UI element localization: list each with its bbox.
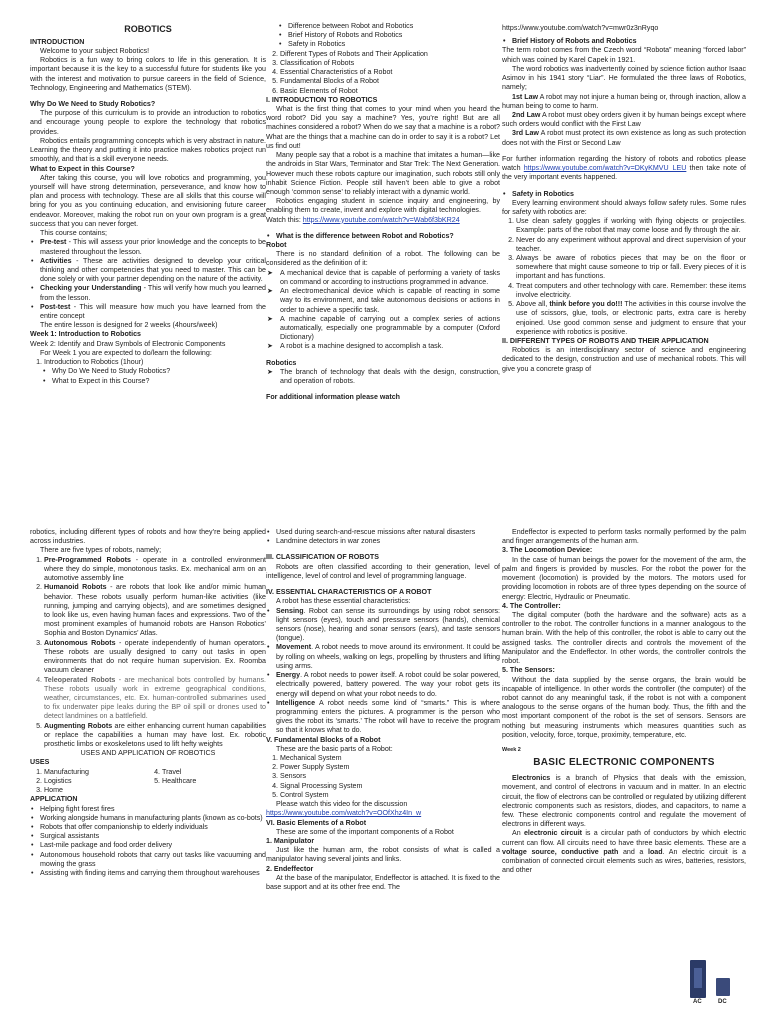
history-video-link[interactable]: https://www.youtube.com/watch?v=DKyKMVU_LEU bbox=[523, 164, 687, 173]
list-item: • Assisting with finding items and carrying them throughout warehouses bbox=[30, 869, 266, 878]
diff-heading-list bbox=[266, 232, 500, 241]
list-item: 5. Healthcare bbox=[162, 777, 266, 786]
paragraph: What is the first thing that comes to your mind when you heard the word robot? Did you say a machine? Yes, you’re right! But are all machines considered a robot? When do we say that a machine is a robot? What are the things that a machine can do in order to say it is a robot? Let us find out! bbox=[266, 104, 500, 150]
lesson-duration: The entire lesson is designed for 2 weeks (4hours/week) bbox=[40, 321, 218, 330]
robotics-heading: Robotics bbox=[266, 358, 297, 367]
list-item: • Difference between Robot and Robotics bbox=[266, 22, 500, 31]
dc-battery-icon bbox=[716, 978, 730, 996]
section-heading: IV. ESSENTIAL CHARACTERISTICS OF A ROBOT bbox=[266, 588, 432, 597]
sub-heading: • Safety in Robotics bbox=[502, 190, 746, 199]
list-item: 1. Manufacturing bbox=[44, 768, 148, 777]
week1-sublist-continued bbox=[266, 22, 500, 50]
section-heading: V. Fundamental Blocks of a Robot bbox=[266, 735, 381, 744]
list-item: • Brief History of Robots and Robotics bbox=[266, 31, 500, 40]
list-item: 1. Introduction to Robotics (1hour) bbox=[44, 358, 266, 367]
list-item: 5. Fundamental Blocks of a Robot bbox=[280, 77, 500, 86]
list-item: • Intelligence A robot needs some kind of “smarts.” This is where programming enters the pictures. A programmer is the person who gives the robot its ‘smarts.’ The robot will have to receive the program so that it knows what to do. bbox=[266, 699, 500, 736]
week1-expectation: For Week 1 you are expected to do/learn the following: bbox=[40, 348, 212, 357]
video-link-url[interactable]: https://www.youtube.com/watch?v=mwr0z3nRyqo bbox=[502, 24, 659, 32]
course-contents-list bbox=[30, 238, 266, 321]
paragraph: At the base of the manipulator, Endeffector is attached. It is fixed to the base support and at its other free end. The bbox=[266, 873, 500, 892]
law-1: 1st Law A robot may not injure a human being or, through inaction, allow a human being to come to harm. bbox=[502, 92, 746, 110]
dc-label: DC bbox=[718, 999, 727, 1005]
list-item: • Activities - These are activities designed to develop your critical thinking and other competencies that you need to master. This can be done solely or with your partner depending on the nature of the activity. bbox=[30, 257, 266, 285]
list-item: 2. Never do any experiment without approval and direct supervision of your teacher. bbox=[516, 236, 746, 254]
further-info: For further information regarding the history of robots and robotics please watch https://www.youtube.com/watch?v=DKyKMVU_LEU then take note of the very important events happened. bbox=[502, 154, 746, 182]
section-heading: I. INTRODUCTION TO ROBOTICS bbox=[266, 95, 378, 104]
uses-list-right bbox=[148, 768, 266, 796]
list-item: 3. Classification of Robots bbox=[280, 59, 500, 68]
top-right-column bbox=[502, 24, 746, 464]
video-link[interactable]: https://www.youtube.com/watch?v=Wab6f3bKR24 bbox=[302, 215, 460, 224]
element-heading: 3. The Locomotion Device: bbox=[502, 546, 593, 555]
list-item: 1. Pre-Programmed Robots - operate in a controlled environment where they do simple, monotonous tasks. Ex. mechanical arm on an automotive assembly line bbox=[44, 556, 266, 584]
safety-rules bbox=[502, 217, 746, 337]
paragraph: The digital computer (both the hardware and the software) acts as a controller to the robot. The controller functions in a manner analogous to the human brain. With the help of this controller, the robot is able to carry out the assigned tasks. The controller directs and controls the movement of the Manipulator and the Endeffector. In other words, the controller controls the robot. bbox=[502, 610, 746, 666]
section-heading: III. CLASSIFICATION OF ROBOTS bbox=[266, 553, 379, 562]
paragraph: Electronics is a branch of Physics that deals with the emission, movement, and control of electrons in vacuum and in matter. In an electric circuit, the flow of electrons can be controlled or regulated by utilizing different electronic components such as resistors, diodes, and capacitors, to name a few. These electronic components control and regulate the movement of electrons in different ways. bbox=[502, 774, 746, 829]
list-item: • Surgical assistants bbox=[30, 832, 266, 841]
paragraph: The word robotics was inadvertently coined by science fiction author Isaac Asimov in his 1941 story “Liar”. He formulated the three laws of Robotics, namely; bbox=[502, 64, 746, 92]
section-title: BASIC ELECTRONIC COMPONENTS bbox=[533, 757, 715, 769]
list-item: 5. Control System bbox=[280, 791, 500, 800]
top-left-column bbox=[30, 24, 266, 464]
list-item: 1. Mechanical System bbox=[280, 754, 500, 763]
intro-paragraph: Robotics is a fun way to bring colors to life in this generation. It is important because it is the key to a successful future for students like you with the interest and motivation to pursue careers in the field of Science, Technology, Engineering and Mathematics (STEM). bbox=[30, 56, 266, 92]
list-item: ➤ The branch of technology that deals with the design, construction, and operation of robots. bbox=[266, 368, 500, 386]
watch-line: Watch this: https://www.youtube.com/watch?v=Wab6f3bKR24 bbox=[266, 215, 460, 224]
intro-heading: INTRODUCTION bbox=[30, 37, 85, 46]
paragraph: Robotics is an interdisciplinary sector of science and engineering dedicated to the design, construction and use of mechanical robots. This will give you a concrete grasp of bbox=[502, 346, 746, 373]
paragraph: An electronic circuit is a circular path of conductors by which electric current can flow. All circuits need to have three basic elements. These are a voltage source, conductive path and a load. An electric circuit is a combination of connected circuit elements such as wires, batteries, resistors, and other bbox=[502, 829, 747, 875]
week1-heading: Week 1: Introduction to Robotics bbox=[30, 330, 142, 339]
list-item: • Used during search-and-rescue missions after natural disasters bbox=[266, 528, 500, 537]
list-item: 2. Power Supply System bbox=[280, 763, 500, 772]
list-item: • Pre-test - This will assess your prior knowledge and the concepts to be mastered throughout the lesson. bbox=[30, 238, 266, 256]
ac-dc-battery-figure bbox=[688, 960, 744, 1008]
intro-welcome: Welcome to your subject Robotics! bbox=[40, 46, 150, 55]
list-item: 3. Always be aware of robotics pieces that may be on the floor or somewhere that might cause someone to trip or fall. Every pieces of it is important and has functions. bbox=[516, 254, 746, 282]
list-item: • Safety in Robotics bbox=[266, 40, 500, 49]
list-item: 1. Use clean safety goggles if working with flying objects or projectiles. Example: parts of the robot that may come loose and fly through the air. bbox=[516, 217, 746, 235]
uses-title: USES AND APPLICATION OF ROBOTICS bbox=[80, 749, 216, 758]
why-heading: Why Do We Need to Study Robotics? bbox=[30, 100, 156, 108]
uses-lists bbox=[30, 768, 266, 796]
list-item: 4. Travel bbox=[162, 768, 266, 777]
element-heading: 5. The Sensors: bbox=[502, 666, 555, 675]
paragraph: The term robot comes from the Czech word “Robota” meaning “forced labor” which was coined by Karel Capek in 1921. bbox=[502, 46, 746, 64]
list-item: 3. Autonomous Robots - operate independently of human operators. These robots are usually designed to carry out tasks in open environments that do not require human supervision. Ex. Roomba vacuum cleaner bbox=[44, 639, 266, 676]
bottom-right-column bbox=[502, 528, 746, 1008]
why-paragraph-2: Robotics entails programming concepts which is very abstract in nature. Learning the theory and putting it into practice makes robotics project run smoothly, and that is a skill everyone needs. bbox=[30, 136, 266, 164]
uses-heading: USES bbox=[30, 758, 50, 767]
paragraph: robotics, including different types of robots and how they’re being applied across industries. bbox=[30, 528, 266, 546]
safety-heading-list bbox=[502, 190, 746, 199]
paragraph: There is no standard definition of a robot. The following can be considered as the definition of it: bbox=[266, 250, 500, 268]
list-item: 2. Different Types of Robots and Their Application bbox=[280, 50, 500, 59]
paragraph: Every learning environment should always follow safety rules. Some rules for safety with robotics are: bbox=[502, 198, 746, 216]
list-item: 6. Basic Elements of Robot bbox=[280, 87, 500, 96]
law-2: 2nd Law A robot must obey orders given it by human beings except where such orders would conflict with the First Law bbox=[502, 110, 746, 129]
list-item: • What to Expect in this Course? bbox=[30, 377, 266, 386]
list-item: ➤ A robot is a machine designed to accomplish a task. bbox=[266, 342, 500, 351]
list-item: 5. Augmenting Robots are either enhancing current human capabilities or replace the capabilities a human may have lost. Ex. robotic prosthetic limbs or exoskeletons used to lift hefty weights bbox=[44, 722, 266, 750]
list-item: 4. Signal Processing System bbox=[280, 782, 500, 791]
paragraph: In the case of human beings the power for the movement of the arm, the palm and fingers is provided by muscles. For the robot the power for the movement (locomotion) is provided by the motors. The motors used for providing locomotion in robots are of three types depending on the source of energy: Electric, Hydraulic or Pneumatic. bbox=[502, 555, 746, 601]
ac-battery-icon bbox=[690, 960, 706, 998]
section-heading: II. DIFFERENT TYPES OF ROBOTS AND THEIR APPLICATION bbox=[502, 337, 709, 345]
list-item: ➤ A mechanical device that is capable of performing a variety of tasks on command or according to instructions programmed in advance. bbox=[266, 269, 500, 287]
application-list-continued bbox=[266, 528, 500, 546]
uses-list-left bbox=[30, 768, 148, 796]
expect-heading: What to Expect in this Course? bbox=[30, 164, 135, 173]
why-paragraph-1: The purpose of this curriculum is to provide an introduction to robotics and encourage young people to explore the technology that robotics provides. bbox=[30, 109, 266, 136]
paragraph: A robot has these essential characteristics: bbox=[276, 597, 411, 606]
list-item: 4. Essential Characteristics of a Robot bbox=[280, 68, 500, 77]
bottom-middle-column bbox=[266, 528, 500, 1008]
document-title: ROBOTICS bbox=[124, 24, 172, 34]
paragraph: Please watch this video for the discussion bbox=[276, 800, 408, 809]
list-item: • Sensing. Robot can sense its surroundings by using robot sensors: light sensors (eyes), touch and pressure sensors (hands), chemical sensors (nose), hearing and sonar sensors (ears), and taste sensors (tongue). bbox=[266, 607, 500, 644]
list-item: 5. Above all, think before you do!!! The activities in this course involve the use of scissors, glue, tools, or electronic parts, extra care is hereby enjoined. Use good common sense and judgment to ensure that your experience with robotics is positive. bbox=[516, 300, 746, 337]
history-heading-list bbox=[502, 37, 746, 46]
list-item: • Last-mile package and food order delivery bbox=[30, 841, 266, 850]
list-item: • Autonomous household robots that carry out tasks like vacuuming and mowing the grass bbox=[30, 851, 266, 869]
element-heading: 2. Endeffector bbox=[266, 864, 314, 873]
list-item: 2. Logistics bbox=[44, 777, 148, 786]
paragraph: Without the data supplied by the sense organs, the brain would be incapable of intelligence. In other words the controller (the computer) of the robot cannot do any meaningful task, if the robot is not with a component analogous to the sense organs of the human body. Thus, the fifth and the most important component of the robot is the set of sensors. Sensors are nothing but measuring instruments which measures quantities such as position, velocity, force, torque, proximity, temperature, etc. bbox=[502, 675, 746, 739]
list-item: • Post-test - This will measure how much you have learned from the entire concept bbox=[30, 303, 266, 321]
blocks-list bbox=[266, 754, 500, 800]
robotics-definitions bbox=[266, 368, 500, 386]
list-item: • Helping fight forest fires bbox=[30, 805, 266, 814]
list-item: • Checking your Understanding - This will verify how much you learned from the lesson. bbox=[30, 284, 266, 302]
application-heading: APPLICATION bbox=[30, 795, 78, 804]
week-label: Week 2 bbox=[502, 747, 521, 754]
list-item: • Energy. A robot needs to power itself. A robot could be solar powered, electrically powered, battery powered. The way your robot gets its energy will depend on what your robot needs to do. bbox=[266, 671, 500, 699]
list-item: • Robots that offer companionship to elderly individuals bbox=[30, 823, 266, 832]
paragraph: These are some of the important components of a Robot bbox=[276, 827, 454, 836]
characteristics-list bbox=[266, 607, 500, 736]
sub-heading: • Brief History of Robots and Robotics bbox=[502, 37, 746, 46]
week1-topics-list bbox=[266, 50, 500, 96]
week2-line: Week 2: Identify and Draw Symbols of Electronic Components bbox=[30, 339, 226, 348]
list-item: • Why Do We Need to Study Robotics? bbox=[30, 367, 266, 376]
list-item: 4. Teleoperated Robots - are mechanical bots controlled by humans. These robots usually work in extreme geographical conditions, weather, circumstances, etc. Ex. human-controlled submarines used to fix underwater pipe leaks during the BP oil spill or drones used to detect landmines on a battlefield. bbox=[44, 676, 266, 722]
list-item: 2. Humanoid Robots - are robots that look like and/or mimic human behavior. These robots usually perform human-like activities (like running, jumping and carrying objects), and are sometimes designed to look like us, even having human faces and expressions. Two of the most prominent examples of humanoid robots are Hanson Robotics’ Sophia and Boston Dynamics’ Atlas. bbox=[44, 583, 266, 638]
list-item: 3. Sensors bbox=[280, 772, 500, 781]
paragraph: Many people say that a robot is a machine that imitates a human—like the androids in Star Wars, Terminator and Star Trek: The Next Generation. However much these robots capture our imagination, such robots still only inhabit Science Fiction. People still haven’t been able to give a robot enough ‘common sense’ to reliably interact with a dynamic world. bbox=[266, 151, 500, 196]
robot-types-list bbox=[30, 556, 266, 750]
week1-sublist bbox=[30, 367, 266, 385]
paragraph: Endeffector is expected to perform tasks normally performed by the palm and finger arrangements of the human arm. bbox=[502, 528, 746, 546]
additional-info: For additional information please watch bbox=[266, 393, 401, 402]
list-item: 3. Home bbox=[44, 786, 148, 795]
paragraph: Just like the human arm, the robot consists of what is called a manipulator having several joints and links. bbox=[266, 846, 500, 864]
video-link[interactable]: https://www.youtube.com/watch?v=OOfXhz4In_w bbox=[266, 809, 422, 818]
paragraph: Robots are often classified according to their generation, level of intelligence, level of control and level of programming language. bbox=[266, 562, 500, 580]
week1-list bbox=[30, 358, 266, 367]
application-list bbox=[30, 805, 266, 879]
law-3: 3rd Law A robot must protect its own existence as long as such protection does not with the First or Second Law bbox=[502, 129, 747, 147]
element-heading: 4. The Controller: bbox=[502, 601, 561, 610]
expect-paragraph: After taking this course, you will love robotics and programming, you yourself will have strong determination, perseverance, and know how to plan and process with technology. These are all skills that this course will bring for you as you continuing education, and envisioning future career endeavor. Moreover, making the robot run on your own program is a great success that you can never forget. bbox=[30, 173, 266, 228]
list-item: ➤ An electromechanical device which is capable of reacting in some way to its environment, and take autonomous decisions or actions in order to achieve a specific task. bbox=[266, 287, 500, 315]
paragraph: Robotics engaging student in science inquiry and engineering, by enabling them to create, invent and explore with digital technologies. bbox=[266, 197, 500, 215]
list-item: • Movement. A robot needs to move around its environment. It could be by rolling on wheels, walking on legs, propelling by thrusters and lifting using arms. bbox=[266, 643, 500, 671]
robot-definitions bbox=[266, 269, 500, 352]
paragraph: These are the basic parts of a Robot: bbox=[276, 744, 393, 753]
robot-heading: Robot bbox=[266, 241, 287, 250]
list-item: • Landmine detectors in war zones bbox=[266, 537, 500, 546]
top-middle-column bbox=[266, 22, 500, 462]
ac-label: AC bbox=[693, 999, 702, 1005]
list-item: ➤ A machine capable of carrying out a complex series of actions automatically, especially one programmable by a computer (Oxford Dictionary) bbox=[266, 315, 500, 343]
list-item: • Working alongside humans in manufacturing plants (known as co-bots) bbox=[30, 814, 266, 823]
sub-heading: • What is the difference between Robot and Robotics? bbox=[266, 232, 500, 241]
section-heading: VI. Basic Elements of a Robot bbox=[266, 818, 367, 827]
course-contains: This course contains; bbox=[40, 229, 108, 238]
element-heading: 1. Manipulator bbox=[266, 837, 315, 845]
list-item: 4. Treat computers and other technology with care. Remember: these items involve electricity. bbox=[516, 282, 746, 300]
paragraph: There are five types of robots, namely; bbox=[40, 546, 162, 555]
bottom-left-column bbox=[30, 528, 266, 1008]
